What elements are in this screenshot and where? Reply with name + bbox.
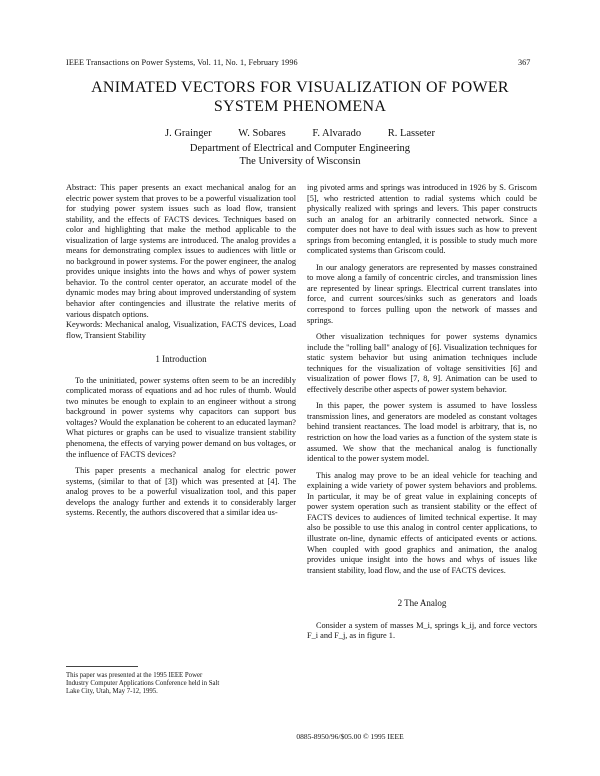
affiliation-department: Department of Electrical and Computer Engineering bbox=[189, 143, 411, 154]
author-list bbox=[60, 128, 540, 139]
title-line-2: SYSTEM PHENOMENA bbox=[213, 98, 387, 115]
left-column bbox=[66, 183, 296, 525]
keywords: Keywords: Mechanical analog, Visualization, FACTS devices, Load flow, Transient Stability bbox=[66, 320, 296, 340]
journal-header: IEEE Transactions on Power Systems, Vol. 11, No. 1, February 1996 bbox=[66, 58, 298, 67]
paragraph: This analog may prove to be an ideal vehicle for teaching and explaining a wide variety of power system behaviors and problems. In particular, it may be of great value in explaining concepts of power system operation such as transient stability or the effect of FACTS devices to audiences of limited technical expertise. It may also be possible to use this analog in control center applications, to illustrate on-line, dynamic effects of anticipated events or actions. When coupled with good graphics and animation, the analog provides unique insight into the hows and whys of issues like transient stability, load flow, and the use of FACTS devices. bbox=[307, 470, 537, 575]
footnote: This paper was presented at the 1995 IEEE Power Industry Computer Applications Conference held in Salt Lake City, Utah, May 7-12, 1995. bbox=[66, 672, 220, 696]
section-heading-introduction: 1 Introduction bbox=[155, 354, 207, 365]
author: F. Alvarado bbox=[312, 128, 362, 139]
author: R. Lasseter bbox=[387, 128, 435, 139]
section-heading-analog: 2 The Analog bbox=[397, 598, 447, 609]
abstract: Abstract: This paper presents an exact mechanical analog for an electric power system that proves to be a powerful visualization tool for studying power system issues such as load flow, transient stability, and the effects of FACTS devices. Techniques based on color and highlighting that make the method applicable to the visualization of large systems are introduced. The analog provides a means for demonstrating complex issues to audiences with little or no background in power systems. For the power engineer, the analog provides unique insights into the hows and whys of power system behavior. To the control center operator, an accurate model of the dynamic modes may bring about improved understanding of system behavior after contingencies and illustrate the relative merits of various dispatch options. bbox=[66, 183, 296, 319]
title-line-1: ANIMATED VECTORS FOR VISUALIZATION OF POWER bbox=[91, 79, 509, 96]
paragraph: This paper presents a mechanical analog for electric power systems, (similar to that of [3]) which was presented at [4]. The analog proves to be a powerful visualization tool, and this paper develops the analogy further and extends it to considerably larger systems. Recently, the authors discovered that a similar idea us- bbox=[66, 466, 296, 518]
paragraph: In this paper, the power system is assumed to have lossless transmission lines, and generators are modeled as constant voltages behind transient reactances. The load model is arbitrary, that is, no restriction on how the load varies as a function of the system state is assumed. We show that the mechanical analog is functionally identical to the power system model. bbox=[307, 401, 537, 464]
copyright-line: 0885-8950/96/$05.00 © 1995 IEEE bbox=[296, 732, 404, 741]
right-column bbox=[307, 183, 537, 648]
footnote-divider bbox=[66, 666, 138, 667]
affiliation-university: The University of Wisconsin bbox=[239, 156, 361, 167]
affiliation bbox=[60, 142, 540, 168]
paragraph: ing pivoted arms and springs was introduced in 1926 by S. Griscom [5], who restricted attention to radial systems which could be physically realized with springs and levers. This paper constructs such an analog for an arbitrarily connected network. Since a computer does not have to deal with issues such as how to prevent springs from becoming entangled, it is possible to study much more complicated systems than Griscom could. bbox=[307, 183, 537, 256]
paper-title bbox=[60, 78, 540, 116]
page-number: 367 bbox=[518, 58, 531, 67]
paragraph: To the uninitiated, power systems often seem to be an incredibly complicated morass of equations and ad hoc rules of thumb. Would two minutes be enough to explain to an engineer without a strong background in power systems why capacitors can support bus voltages? Would the explanation be coherent to an educated layman? What pictures or graphs can be used to visualize transient stability phenomena, the effects of varying power demand on bus voltages, or the influence of FACTS devices? bbox=[66, 375, 296, 459]
author: W. Sobares bbox=[238, 128, 286, 139]
paragraph: Other visualization techniques for power systems dynamics include the "rolling ball" analogy of [6]. Visualization techniques for static system behavior but using animation techniques include techniques for the visualization of voltage sensitivities [6] and visualization of power flows [7, 8, 9]. Animation can be used to effectively describe other aspects of power system behavior. bbox=[307, 332, 537, 394]
paragraph: In our analogy generators are represented by masses constrained to move along a family of concentric circles, and transmission lines are represented by linear springs. Electrical current translates into force, and current sources/sinks such as generators and loads correspond to forces pulling upon the network of masses and springs. bbox=[307, 262, 537, 325]
paragraph: Consider a system of masses M_i, springs k_ij, and force vectors F_i and F_j, as in figure 1. bbox=[307, 620, 537, 641]
author: J. Grainger bbox=[165, 128, 212, 139]
